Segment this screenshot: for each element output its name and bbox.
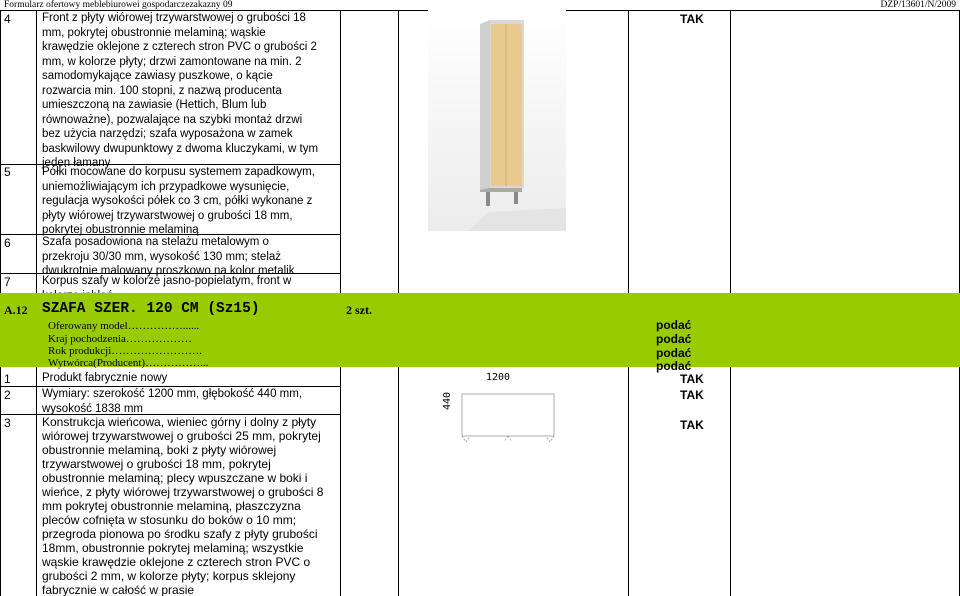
- row-number: 7: [4, 275, 11, 289]
- item-quantity: 2 szt.: [346, 303, 372, 317]
- desc-line: baskwilowy dwupunktowy z dwoma kluczykami, w tym: [42, 142, 319, 155]
- row-description: [42, 371, 352, 386]
- desc-line: pokrytej obustronnie melaminą: [42, 224, 199, 236]
- column-divider-qty-a: [398, 10, 399, 293]
- field-country-of-origin: Kraj pochodzenia………………: [48, 333, 192, 345]
- podac-label: podać: [656, 346, 692, 360]
- item-code: A.12: [4, 303, 28, 317]
- header-form-title: Formularz ofertowy meblebiurowei gospodarczezakazny 09: [4, 0, 233, 10]
- row-number: 2: [4, 388, 11, 402]
- answer-tak: TAK: [680, 418, 704, 432]
- row-description: [42, 235, 338, 279]
- answer-tak: TAK: [680, 372, 704, 386]
- desc-line: wiórowej trzywarstwowej o grubości 25 mm, pokrytej: [42, 429, 321, 443]
- desc-line: regulacja wysokości półek co 3 cm, półki wykonane z: [42, 195, 313, 207]
- desc-line: pleców cofnięta w stosunku do boków o 10 mm;: [42, 513, 297, 527]
- page-header: [0, 0, 960, 10]
- cabinet-front: [491, 24, 522, 186]
- row-number: 5: [4, 165, 11, 179]
- desc-line: trzywarstwowej o grubości 18 mm, pokrytej: [42, 457, 271, 471]
- column-divider-desc-a: [340, 10, 341, 293]
- row-number: 4: [4, 12, 11, 26]
- desc-line: obustronnie melaminą, boki z płyty wiórowej: [42, 443, 277, 457]
- desc-line: umieszczoną na zawiasie (Hettich, Blum lub: [42, 99, 267, 111]
- podac-label: podać: [656, 359, 692, 373]
- field-manufacturer: Wytwórca(Producent)……………...: [48, 357, 209, 369]
- desc-line: mm, w kolorze płyty; drzwi zamontowane na min. 2: [42, 55, 302, 68]
- desc-line: dwukrotnie malowany proszkowo na kolor metalik: [42, 265, 295, 277]
- drawing-outline: [444, 372, 564, 452]
- desc-line: Front z płyty wiórowej trzywarstwowej o grubości 18: [42, 12, 306, 24]
- answer-tak: TAK: [680, 12, 704, 26]
- row-number: 6: [4, 236, 11, 250]
- desc-line: bez użycia narzędzi; szafa wyposażona w zamek: [42, 128, 293, 140]
- row-description: [42, 387, 352, 416]
- desc-line: Szafa posadowiona na stelażu metalowym o: [42, 236, 269, 248]
- desc-line: równoważne), pozwalające na szybki montaż drzwi: [42, 113, 303, 126]
- desc-line: wąskie krawędzie oklejone z czterech stron PVC o: [42, 555, 311, 569]
- answer-tak: TAK: [680, 388, 704, 402]
- desc-line: Produkt fabrycznie nowy: [42, 372, 168, 384]
- header-reference-number: DZP/13601/N/2009: [880, 0, 956, 10]
- desc-line: jeden łamany: [42, 157, 111, 169]
- desc-line: Półki mocowane do korpusu systemem zapadkowym,: [42, 166, 315, 178]
- row-description: [42, 415, 352, 596]
- desc-line: uniemożliwiającym ich przypadkowe wysunięcie,: [42, 180, 290, 193]
- field-production-year: Rok produkcji…………………….: [48, 345, 202, 357]
- row-description: [42, 11, 338, 171]
- row-description: [42, 165, 338, 238]
- desc-line: Korpus szafy w kolorze jasno-popielatym, front w: [42, 275, 292, 287]
- drawing-depth-label: 440: [442, 391, 453, 410]
- cabinet-image: [428, 10, 566, 231]
- row-number: 3: [4, 416, 11, 430]
- desc-line: rozwarcia min. 100 stopni, z nazwą producenta: [42, 84, 282, 97]
- podac-label: podać: [656, 318, 692, 332]
- desc-line: wieńce, z płyty wiórowej trzywarstwowej o grubości 8: [42, 485, 324, 499]
- desc-line: krawędzie oklejone z czterech stron PVC o grubości 2: [42, 41, 317, 53]
- desc-line: mm, pokrytej obustronnie melaminą; wąskie: [42, 26, 266, 39]
- desc-line: obustronnie melaminą; plecy wpuszczane w boki i: [42, 471, 308, 485]
- desc-line: fabrycznie w całość w prasie: [42, 583, 195, 596]
- item-name: SZAFA SZER. 120 CM (Sz15): [42, 301, 260, 317]
- desc-line: przekroju 30/30 mm, wysokość 130 mm; stelaż: [42, 250, 282, 263]
- cabinet-illustration: [428, 10, 566, 231]
- desc-line: samodomykające zawiasy puszkowe, o kącie: [42, 70, 273, 82]
- drawing-width-label: 1200: [486, 372, 511, 383]
- column-divider-qty-b: [398, 367, 399, 596]
- dimension-drawing: [444, 372, 564, 452]
- desc-line: 18mm, obustronnie pokrytej melaminą; wszystkie: [42, 541, 304, 555]
- desc-line: grubości 2 mm, w kolorze płyty; korpus sklejony: [42, 569, 296, 583]
- desc-line: przegroda pionowa po środku szafy z płyty grubości: [42, 527, 318, 541]
- desc-line: Wymiary: szerokość 1200 mm, głębokość 440 mm,: [42, 388, 303, 400]
- desc-line: mm pokrytej obustronnie melaminą, płaszczyzna: [42, 499, 301, 513]
- desc-line: wysokość 1838 mm: [42, 402, 143, 415]
- desc-line: płyty wiórowej trzywarstwowej o grubości 18 mm,: [42, 209, 293, 222]
- row-number: 1: [4, 372, 11, 386]
- desc-line: Konstrukcja wieńcowa, wieniec górny i dolny z płyty: [42, 415, 317, 429]
- podac-label: podać: [656, 332, 692, 346]
- field-offered-model: Oferowany model……………......: [48, 320, 200, 332]
